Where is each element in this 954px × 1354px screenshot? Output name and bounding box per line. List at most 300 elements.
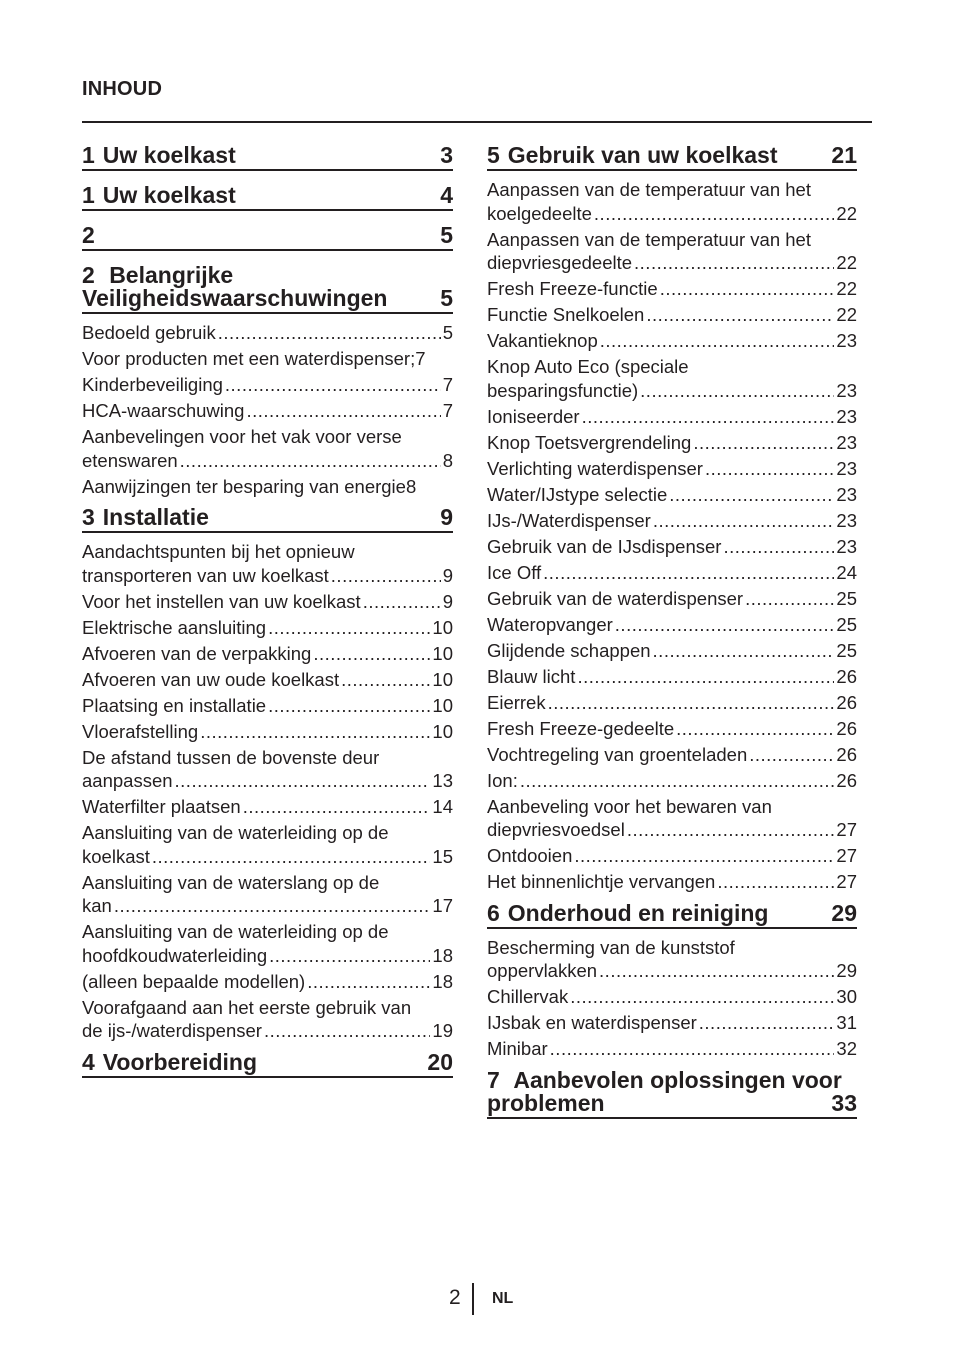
toc-entry[interactable] [487,355,857,402]
toc-entry-text: Glijdende schappen [487,639,651,661]
section-title: Uw koelkast [102,182,236,208]
toc-entry-line [82,720,453,744]
toc-entry-page: 9 [442,564,453,586]
toc-section [82,264,453,498]
toc-entry-page: 26 [836,691,857,713]
toc-entry[interactable] [82,668,453,692]
toc-entry-line [487,303,857,327]
toc-entry-text: HCA-waarschuwing [82,400,245,421]
toc-entry[interactable] [487,639,857,663]
toc-entry-text: Ioniseerder [487,405,580,427]
toc-entry-line [487,743,857,767]
dot-leader [225,373,441,397]
toc-entry-text: Aansluiting van de waterleiding op de [82,921,389,942]
toc-entry-text: Chillervak [487,986,569,1007]
toc-entry-page: 30 [836,986,857,1007]
section-title: Onderhoud en reiniging [507,899,769,926]
toc-section [487,899,857,1061]
toc-entry-line [487,509,857,533]
toc-entry-line [82,642,453,666]
toc-entry-text: Ice Off [487,561,542,583]
toc-entry-page: 25 [836,613,857,635]
toc-entry[interactable] [487,561,857,585]
section-heading[interactable] [82,1048,453,1078]
toc-entry-text: koelgedeelte [487,202,592,224]
toc-entry-text: Ontdooien [487,845,573,866]
toc-entry-line [82,399,453,423]
toc-entry-text: diepvriesgedeelte [487,252,633,273]
dot-leader [640,379,834,403]
toc-entry[interactable] [82,475,453,499]
toc-section [82,1048,453,1078]
header-divider [82,121,872,123]
toc-section [487,144,857,894]
toc-entry-line [82,475,453,499]
toc-entry[interactable] [487,587,857,611]
toc-entry-text: Knop Auto Eco (speciale [487,356,689,377]
toc-entry-separator: ; [410,348,416,369]
section-number: 7 [487,1066,500,1093]
toc-entry-line [487,587,857,611]
dot-leader [246,399,440,423]
toc-entry-text: Wateropvanger [487,613,613,635]
toc-entry-line [82,694,453,718]
toc-entry-page: 10 [432,694,453,716]
toc-entry-page: 13 [432,770,453,791]
dot-leader [669,483,834,507]
toc-entry-page: 32 [836,1038,857,1059]
toc-entry[interactable] [487,303,857,327]
toc-entry-text: IJs-/Waterdispenser [487,509,651,531]
section-heading[interactable] [82,224,453,251]
toc-entry[interactable] [487,431,857,455]
toc-entry-line [487,251,857,275]
section-heading[interactable] [487,144,857,171]
toc-entry-text: Kinderbeveiliging [82,374,223,395]
section-title: problemen [487,1089,605,1116]
dot-leader [175,769,431,793]
toc-entry-text: IJsbak en waterdispenser [487,1012,697,1033]
toc-entry[interactable] [82,795,453,819]
toc-entry[interactable] [487,405,857,429]
toc-entry-line [487,379,857,403]
toc-entry-page: 27 [836,845,857,866]
toc-entry-text: Fresh Freeze-functie [487,278,658,299]
dot-leader [646,303,834,327]
toc-entry[interactable] [82,746,453,793]
toc-entry[interactable] [487,178,857,225]
toc-entry-text: Plaatsing en installatie [82,694,267,716]
toc-entry-line [487,717,857,741]
section-title: Uw koelkast [102,142,236,168]
toc-entry-text: de ijs-/waterdispenser [82,1020,262,1041]
toc-entry[interactable] [82,871,453,918]
section-page-number: 9 [440,504,453,530]
section-heading[interactable] [82,506,453,533]
toc-entry-line [487,457,857,481]
toc-entry[interactable] [487,483,857,507]
toc-entry[interactable] [487,795,857,842]
section-page-number: 29 [831,899,857,926]
section-heading-line [487,1066,857,1093]
toc-entry-text: Aansluiting van de waterslang op de [82,871,380,893]
toc-entry[interactable] [487,329,857,353]
section-page-number: 3 [440,142,453,168]
toc-entry-page: 22 [836,202,857,224]
toc-entry-text: Verlichting waterdispenser [487,457,703,479]
toc-entry[interactable] [82,540,453,587]
toc-entry-line [487,483,857,507]
page-number: 2 [449,1286,461,1309]
toc-entry-page: 23 [836,379,857,401]
toc-entry[interactable] [82,321,453,345]
toc-entry-text: hoofdkoudwaterleiding [82,944,268,966]
toc-entry-text: diepvriesvoedsel [487,819,625,840]
toc-entry[interactable] [487,844,857,868]
toc-entry[interactable] [82,347,453,371]
toc-entry-page: 15 [432,845,453,867]
toc-entry-line [82,769,453,793]
toc-entry[interactable] [487,613,857,637]
dot-leader [717,870,834,894]
toc-entry-line [487,959,857,983]
toc-entry[interactable] [82,694,453,718]
toc-entry[interactable] [82,425,453,472]
dot-leader [699,1011,835,1035]
toc-column-left [82,144,453,1090]
dot-leader [749,743,834,767]
toc-entry-page: 10 [432,616,453,638]
toc-entry-text: Aandachtspunten bij het opnieuw [82,541,355,562]
toc-entry-text: Waterfilter plaatsen [82,796,241,817]
toc-entry[interactable] [82,642,453,666]
toc-entry-line [82,321,453,345]
section-heading-line [487,1089,857,1116]
toc-entry-page: 7 [442,400,453,421]
dot-leader [574,844,834,868]
toc-entry-text: Gebruik van de waterdispenser [487,587,744,609]
dot-leader [548,691,835,715]
toc-entry-text: Gebruik van de IJsdispenser [487,535,722,557]
toc-section [487,1066,857,1119]
dot-leader [152,845,431,869]
section-page-number: 21 [831,142,857,168]
toc-entry[interactable] [487,985,857,1009]
toc-entry[interactable] [487,769,857,793]
toc-entry-text: Functie Snelkoelen [487,304,645,325]
toc-entry-text: Aanbevelingen voor het vak voor verse [82,426,402,447]
toc-entry-page: 22 [836,304,857,325]
toc-entry-line [82,449,453,473]
toc-entry-page: 29 [836,960,857,981]
toc-entry[interactable] [487,277,857,301]
toc-entry-line [487,639,857,663]
dot-leader [550,1037,835,1061]
section-number: 3 [82,504,95,530]
toc-entry-page: 31 [836,1012,857,1033]
toc-entry-page: 14 [432,796,453,817]
dot-leader [341,668,430,692]
toc-entry[interactable] [487,457,857,481]
dot-leader [313,642,430,666]
toc-entry[interactable] [82,920,453,967]
toc-section [82,224,453,251]
toc-entry-page: 23 [836,405,857,427]
toc-entry-text: Ion: [487,769,518,791]
section-title: Gebruik van uw koelkast [507,142,778,168]
toc-entry-line [487,1011,857,1035]
toc-entry-text: Vloerafstelling [82,720,199,742]
toc-entry-text: kan [82,895,112,916]
toc-entry-line [487,202,857,226]
toc-entry-line [487,1037,857,1061]
dot-leader [627,818,835,842]
dot-leader [745,587,834,611]
section-heading[interactable] [82,264,453,314]
toc-entry-page: 26 [836,769,857,791]
dot-leader [269,944,430,968]
dot-leader [599,959,834,983]
dot-leader [693,431,834,455]
toc-entry-page: 23 [836,457,857,479]
dot-leader [331,564,441,588]
toc-entry[interactable] [487,1011,857,1035]
footer-divider [472,1283,474,1315]
toc-entry-list [487,178,857,894]
section-page-number: 20 [427,1048,453,1075]
toc-entry[interactable] [82,373,453,397]
toc-entry-list [82,540,453,1043]
dot-leader [634,251,834,275]
dot-leader [653,639,835,663]
dot-leader [200,720,430,744]
toc-entry-line [487,818,857,842]
toc-entry-text: Aanbeveling voor het bewaren van [487,795,772,817]
dot-leader [268,616,430,640]
toc-entry-page: 25 [836,587,857,609]
dot-leader [543,561,834,585]
toc-entry-text: Knop Toetsvergrendeling [487,431,692,453]
section-title: Belangrijke [109,262,234,288]
toc-entry-line [82,1019,453,1043]
section-number: 2 [82,222,95,248]
toc-entry[interactable] [82,720,453,744]
toc-entry-page: 24 [836,561,857,583]
section-heading-line [82,287,453,310]
toc-entry-page: 27 [836,819,857,840]
section-title: Aanbevolen oplossingen voor [513,1066,842,1093]
toc-entry-text: Voor producten met een waterdispenser [82,348,411,369]
section-page-number: 4 [440,182,453,208]
toc-entry-page: 7 [415,348,426,369]
dot-leader [577,665,834,689]
dot-leader [600,329,835,353]
dot-leader [520,769,835,793]
toc-entry-line [82,373,453,397]
toc-entry-text: Afvoeren van de verpakking [82,642,312,664]
dot-leader [676,717,834,741]
toc-entry-text: Bescherming van de kunststof [487,936,735,958]
dot-leader [218,321,441,345]
toc-entry[interactable] [82,970,453,994]
toc-entry-page: 8 [405,475,417,497]
section-title: Installatie [102,504,209,530]
dot-leader [615,613,835,637]
toc-section [82,506,453,1043]
toc-entry-text: Fresh Freeze-gedeelte [487,717,675,739]
toc-entry[interactable] [487,870,857,894]
toc-entry-text: De afstand tussen de bovenste deur [82,746,380,768]
toc-entry[interactable] [487,509,857,533]
section-number: 4 [82,1048,95,1075]
toc-entry-text: Eierrek [487,691,546,713]
toc-entry-text: Aanwijzingen ter besparing van energie [82,475,406,497]
toc-entry-text: Elektrische aansluiting [82,616,267,638]
toc-entry-page: 22 [836,252,857,273]
toc-entry-line [487,405,857,429]
toc-entry[interactable] [82,590,453,614]
toc-entry-text: oppervlakken [487,960,598,981]
toc-section [82,144,453,171]
toc-entry-line [487,535,857,559]
section-number: 6 [487,899,500,926]
toc-entry-page: 23 [836,330,857,351]
toc-entry-page: 23 [836,535,857,557]
dot-leader [180,449,441,473]
section-number: 2 [82,262,95,288]
dot-leader [723,535,834,559]
toc-entry-text: Voorafgaand aan het eerste gebruik van [82,996,412,1018]
toc-entry-page: 26 [836,665,857,687]
toc-entry-list [487,936,857,1061]
toc-entry[interactable] [82,399,453,423]
toc-entry-page: 27 [836,871,857,892]
dot-leader [570,985,834,1009]
toc-entry-page: 10 [432,720,453,742]
section-page-number: 5 [440,285,453,311]
toc-entry-line [487,277,857,301]
toc-entry[interactable] [487,1037,857,1061]
toc-entry[interactable] [487,535,857,559]
toc-entry-text: Afvoeren van uw oude koelkast [82,668,340,690]
toc-entry[interactable] [487,691,857,715]
toc-entry-line [487,691,857,715]
toc-entry-line [487,613,857,637]
dot-leader [307,970,430,994]
toc-entry-line [487,665,857,689]
toc-entry-page: 7 [442,374,453,395]
toc-entry[interactable] [82,996,453,1043]
toc-entry-page: 23 [836,431,857,453]
toc-entry[interactable] [487,743,857,767]
toc-entry-page: 23 [836,483,857,505]
toc-entry-text: Aanpassen van de temperatuur van het [487,179,811,200]
toc-entry-text: besparingsfunctie) [487,379,639,401]
toc-entry-page: 22 [836,278,857,299]
toc-entry-text: Het binnenlichtje vervangen [487,871,716,892]
section-heading[interactable] [82,144,453,171]
toc-entry-text: transporteren van uw koelkast [82,564,329,586]
section-title: Veiligheidswaarschuwingen [82,285,388,311]
toc-entry-line [82,590,453,614]
section-number: 1 [82,182,95,208]
toc-entry-page: 9 [442,590,453,612]
toc-entry-line [82,944,453,968]
page-title: INHOUD [82,78,163,100]
toc-entry-page: 5 [442,322,453,343]
toc-entry-line [487,985,857,1009]
toc-entry-page: 10 [432,642,453,664]
toc-entry-line [487,844,857,868]
toc-entry-page: 25 [836,639,857,661]
toc-entry-text: Bedoeld gebruik [82,322,216,343]
toc-entry[interactable] [487,665,857,689]
section-page-number: 33 [831,1089,857,1116]
toc-entry-text: aanpassen [82,770,173,791]
toc-entry[interactable] [82,821,453,868]
toc-entry-page: 8 [442,449,453,471]
toc-entry-line [82,668,453,692]
dot-leader [243,795,431,819]
toc-entry-text: (alleen bepaalde modellen) [82,970,306,992]
section-title: Voorbereiding [102,1048,257,1075]
toc-entry-line [487,329,857,353]
toc-entry-text: Voor het instellen van uw koelkast [82,590,361,612]
toc-entry-page: 26 [836,743,857,765]
toc-entry-text: Vochtregeling van groenteladen [487,743,748,765]
toc-entry-text: Water/IJstype selectie [487,483,668,505]
toc-entry-page: 18 [432,944,453,966]
toc-entry-line [82,616,453,640]
toc-entry-line [82,795,453,819]
toc-entry-text: Aansluiting van de waterleiding op de [82,822,389,843]
toc-entry[interactable] [82,616,453,640]
toc-entry-line [82,970,453,994]
toc-entry-line [82,894,453,918]
section-number: 5 [487,142,500,168]
toc-entry-page: 17 [432,895,453,916]
section-heading[interactable] [82,184,453,211]
dot-leader [705,457,834,481]
toc-section [82,184,453,211]
toc-entry-line [82,347,453,371]
dot-leader [653,509,835,533]
toc-entry-line [487,561,857,585]
toc-entry-line [82,845,453,869]
section-heading[interactable] [487,899,857,929]
toc-entry[interactable] [487,717,857,741]
toc-entry[interactable] [487,228,857,275]
section-heading[interactable] [487,1066,857,1119]
dot-leader [268,694,430,718]
toc-entry-line [487,870,857,894]
toc-column-right [487,144,857,1131]
toc-entry-page: 18 [432,970,453,992]
dot-leader [114,894,431,918]
language-code: NL [492,1290,514,1307]
toc-entry-text: koelkast [82,845,150,867]
toc-entry-page: 10 [432,668,453,690]
toc-entry-text: Aanpassen van de temperatuur van het [487,228,811,250]
toc-entry-text: Blauw licht [487,665,576,687]
section-heading-line [82,264,453,287]
toc-entry-list [82,321,453,498]
toc-entry-page: 23 [836,509,857,531]
dot-leader [594,202,835,226]
toc-entry[interactable] [487,936,857,983]
toc-entry-line [487,431,857,455]
dot-leader [363,590,441,614]
